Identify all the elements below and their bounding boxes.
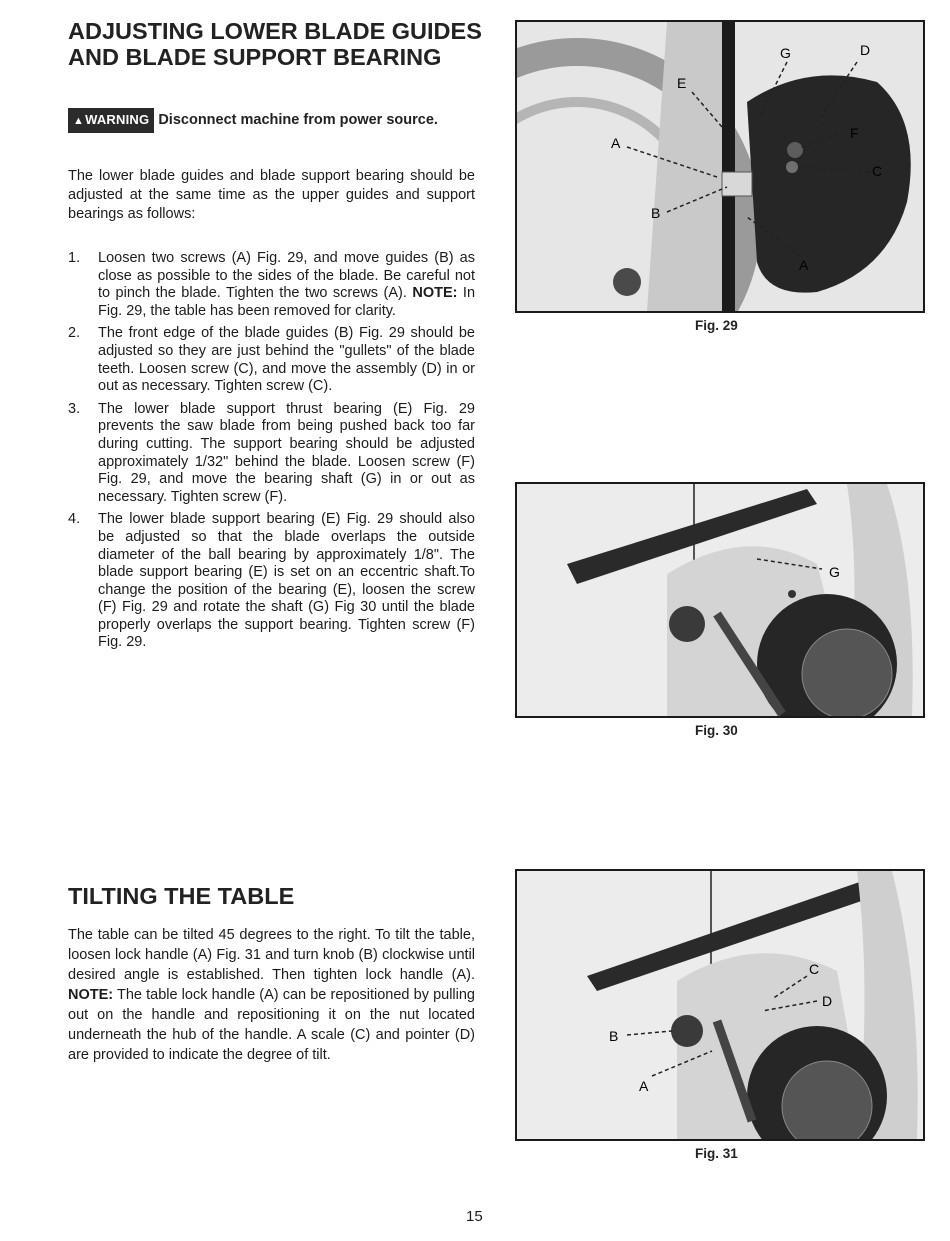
adjustment-steps-list — [68, 250, 475, 657]
warning-badge-label: WARNING — [85, 112, 150, 127]
fig29-label-a-bottom: A — [799, 257, 809, 273]
warning-badge — [68, 108, 154, 133]
fig31-label-c: C — [809, 961, 820, 977]
step-number: 4. — [68, 511, 81, 528]
intro-paragraph: The lower blade guides and blade support bearing should be adjusted at the same time as the upper guides and support bearings as follows: — [68, 168, 475, 222]
step-text: The front edge of the blade guides (B) Fig. 29 should be adjusted so they are just behind the "gullets" of the blade teeth. Loosen screw (C), and move the assembly (D) in or out as necessary. Tighten screw (C). — [98, 325, 475, 395]
warning-text: Disconnect machine from power source. — [158, 112, 438, 128]
fig29-label-f: F — [850, 125, 859, 141]
fig29-label-g: G — [780, 45, 791, 61]
step-text: The lower blade support bearing (E) Fig. 29 should also be adjusted so that the blade overlaps the outside diameter of the ball bearing by approximately 1/8". The blade support bearing (E) is set on an eccentric shaft.To change the position of the bearing (E), loosen the screw (F) Fig. 29 and rotate the shaft (G) Fig 30 until the blade properly overlaps the support bearing. Tighten screw (F) Fig. 29. — [98, 511, 475, 651]
fig31-label-a: A — [639, 1078, 649, 1094]
page-number: 15 — [466, 1208, 483, 1225]
fig29-label-d: D — [860, 42, 871, 58]
figure-30-caption: Fig. 30 — [695, 723, 738, 738]
tilt-text: The table lock handle (A) can be repositioned by pulling out on the handle and repositioning it on the nut located underneath the hub of the handle. A scale (C) and pointer (D) are provided to indicate the degree of tilt. — [68, 987, 475, 1063]
tilt-text: The table can be tilted 45 degrees to the right. To tilt the table, loosen lock handle (A) Fig. 31 and turn knob (B) clockwise until desired angle is established. Then tighten lock handle (A). — [68, 927, 475, 983]
figure-30-photo — [515, 482, 925, 718]
note-label: NOTE: — [412, 285, 458, 302]
step-text: The lower blade support thrust bearing (E) Fig. 29 prevents the saw blade from being pushed back too far during cutting. The support bearing should be adjusted approximately 1/32" behind the blade. Loosen screw (F) Fig. 29, and move the bearing shaft (G) in or out as necessary. Tighten screw (F). — [98, 400, 475, 505]
figure-31-photo — [515, 869, 925, 1141]
note-label: NOTE: — [68, 987, 114, 1003]
figure-29-photo — [515, 20, 925, 313]
list-item — [68, 325, 475, 395]
step-number: 3. — [68, 400, 81, 417]
step-text: Loosen two screws (A) Fig. 29, and move guides (B) as close as possible to the sides of the blade. Be careful not to pinch the blade. Tighten the two screws (A). — [98, 250, 475, 302]
list-item — [68, 401, 475, 507]
heading-line-1: ADJUSTING LOWER BLADE GUIDES — [68, 18, 482, 44]
warning-notice — [68, 108, 478, 133]
fig29-label-a-top: A — [611, 135, 621, 151]
step-number: 1. — [68, 250, 81, 266]
step-number: 2. — [68, 325, 81, 342]
fig29-label-e: E — [677, 75, 687, 91]
fig31-label-b: B — [609, 1028, 619, 1044]
fig31-label-d: D — [822, 993, 833, 1009]
fig30-label-g: G — [829, 564, 840, 580]
figure-29-caption: Fig. 29 — [695, 318, 738, 333]
tilt-paragraph — [68, 925, 475, 1065]
section-heading-lower-blade-guides — [68, 18, 488, 70]
step-text: In Fig. 29, the table has been removed for clarity. — [98, 285, 476, 319]
warning-triangle-icon: ▲ — [73, 115, 85, 127]
section-heading-tilting-table: TILTING THE TABLE — [68, 883, 295, 909]
fig29-label-b: B — [651, 205, 661, 221]
list-item — [68, 511, 475, 652]
figure-31-caption: Fig. 31 — [695, 1146, 738, 1161]
heading-line-2: AND BLADE SUPPORT BEARING — [68, 44, 442, 70]
list-item — [68, 250, 475, 320]
fig29-label-c: C — [872, 163, 883, 179]
